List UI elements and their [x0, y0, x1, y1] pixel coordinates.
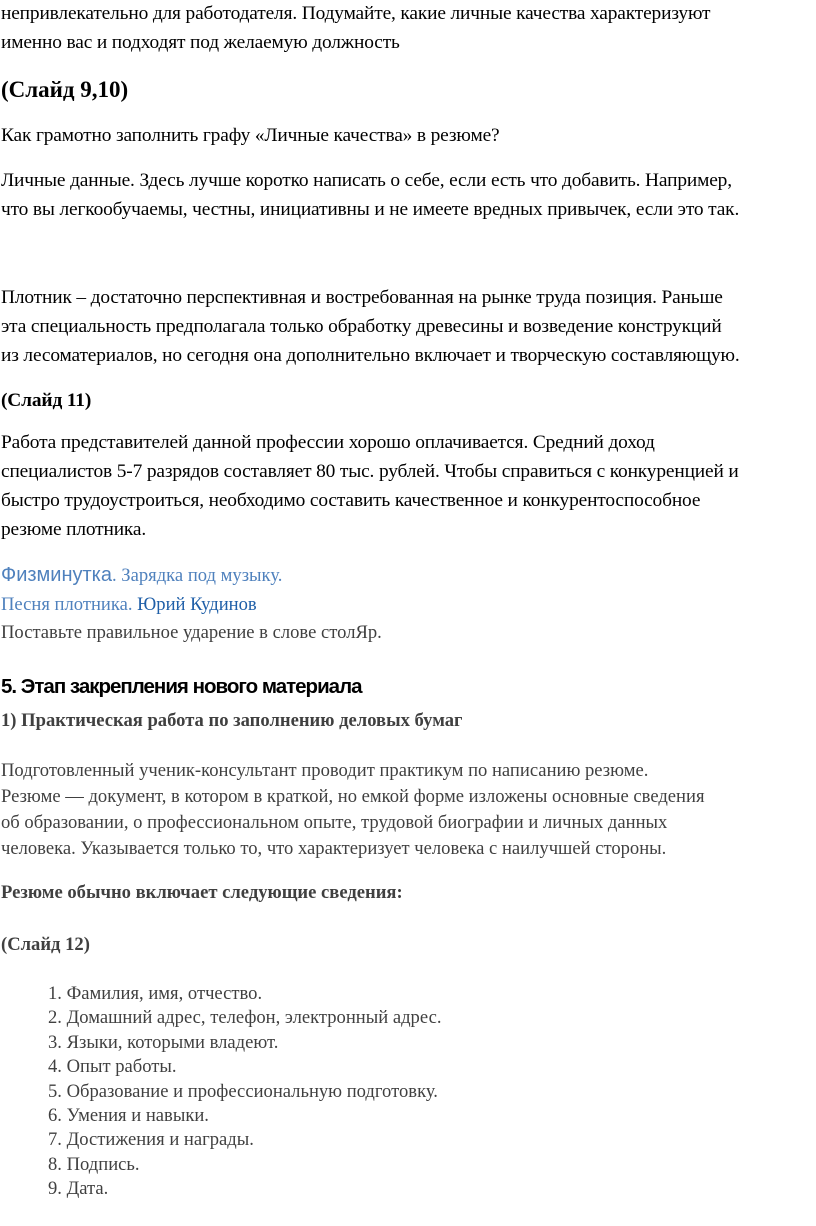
carpenter-paragraph: [1, 283, 740, 370]
practical-work-heading: 1) Практическая работа по заполнению деловых бумаг: [1, 710, 463, 731]
physminute-line: [1, 562, 282, 589]
list-item: 6. Умения и навыки.: [48, 1105, 209, 1127]
carpenter-line-3: из лесоматериалов, но сегодня она дополнительно включает и творческую составляющую.: [1, 345, 740, 366]
resume-items-list: [48, 982, 441, 1202]
personal-data-line-2: что вы легкообучаемы, честны, инициативны и не имеете вредных привычек, если это так.: [1, 199, 740, 220]
list-item: 4. Опыт работы.: [48, 1056, 177, 1078]
stress-task: Поставьте правильное ударение в слове столЯр.: [1, 622, 382, 643]
consultant-line-1: Подготовленный ученик-консультант проводит практикум по написанию резюме.: [1, 760, 649, 781]
list-item: 3. Языки, которыми владеют.: [48, 1031, 279, 1053]
salary-line-1: Работа представителей данной профессии хорошо оплачивается. Средний доход: [1, 432, 655, 453]
slide-12-heading: (Слайд 12): [1, 934, 90, 955]
slide-11-heading: (Слайд 11): [1, 390, 92, 411]
slide-9-10-heading: (Слайд 9,10): [1, 77, 129, 102]
resume-includes-heading: Резюме обычно включает следующие сведения:: [1, 882, 403, 903]
song-line: [1, 592, 257, 618]
personal-data-paragraph: [1, 166, 739, 224]
salary-line-3: быстро трудоустроиться, необходимо составить качественное и конкурентоспособное: [1, 490, 701, 511]
list-item: 1. Фамилия, имя, отчество.: [48, 983, 263, 1004]
carpenter-line-2: эта специальность предполагала только обработку древесины и возведение конструкций: [1, 316, 722, 337]
consultant-paragraph: [1, 758, 705, 862]
intro-line-1: непривлекательно для работодателя. Подумайте, какие личные качества характеризуют: [1, 3, 711, 24]
salary-paragraph: [1, 428, 739, 544]
salary-line-4: резюме плотника.: [1, 519, 147, 540]
physminute-text: . Зарядка под музыку.: [112, 565, 283, 586]
list-item: 9. Дата.: [48, 1178, 109, 1200]
list-item: 2. Домашний адрес, телефон, электронный адрес.: [48, 1007, 442, 1029]
consultant-line-2: Резюме — документ, в котором в краткой, но емкой форме изложены основные сведения: [1, 786, 705, 807]
list-item: 8. Подпись.: [48, 1153, 140, 1175]
intro-line-2: именно вас и подходят под желаемую должность: [1, 32, 400, 53]
section-5-title: 5. Этап закрепления нового материала: [1, 675, 362, 698]
physminute-title: Физминутка: [1, 564, 112, 586]
personal-data-line-1: Личные данные. Здесь лучше коротко написать о себе, если есть что добавить. Например,: [1, 170, 732, 191]
list-item: 7. Достижения и награды.: [48, 1129, 254, 1151]
carpenter-line-1: Плотник – достаточно перспективная и востребованная на рынке труда позиция. Раньше: [1, 287, 723, 308]
question-line: Как грамотно заполнить графу «Личные качества» в резюме?: [1, 125, 500, 146]
song-author: Юрий Кудинов: [137, 594, 257, 615]
salary-line-2: специалистов 5-7 разрядов составляет 80 тыс. рублей. Чтобы справиться с конкуренцией и: [1, 461, 739, 482]
list-item: 5. Образование и профессиональную подготовку.: [48, 1080, 438, 1102]
song-prefix: Песня плотника.: [1, 594, 138, 615]
intro-paragraph: [1, 0, 710, 57]
consultant-line-4: человека. Указывается только то, что характеризует человека с наилучшей стороны.: [1, 838, 667, 859]
consultant-line-3: об образовании, о профессиональном опыте, трудовой биографии и личных данных: [1, 812, 668, 833]
